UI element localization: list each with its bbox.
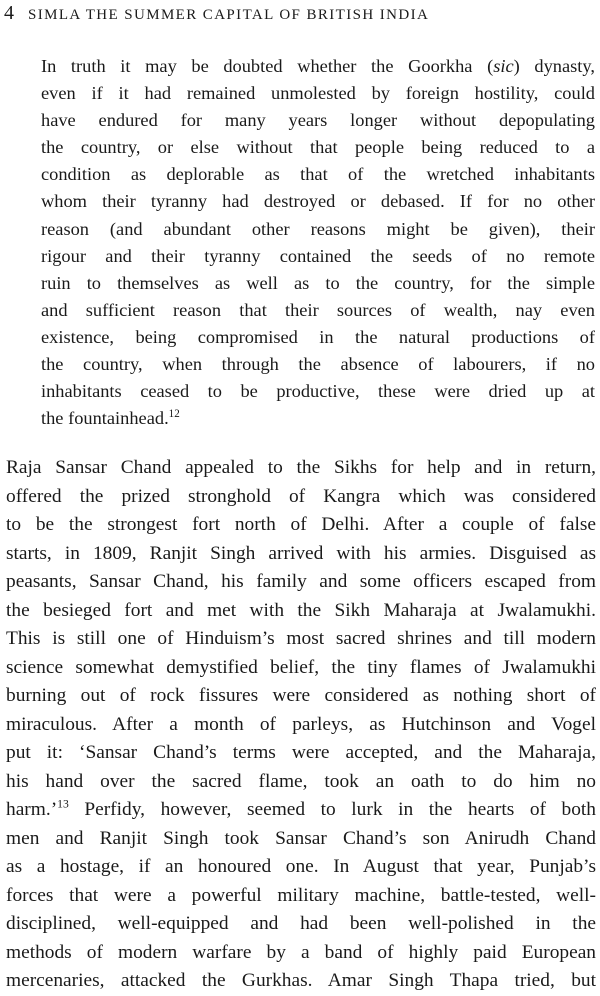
quote-line: whom their tyranny had destroyed or debased. If for no other [41,191,595,212]
body-line: methods of modern warfare by a band of highly paid European [6,941,596,963]
body-line: miraculous. After a month of parleys, as Hutchinson and Vogel [6,713,596,735]
body-line: the besieged fort and met with the Sikh Maharaja at Jwalamukhi. [6,599,596,621]
running-title: SIMLA THE SUMMER CAPITAL OF BRITISH INDIA [28,7,430,23]
body-line: forces that were a powerful military machine, battle-tested, well- [6,884,596,906]
quote-line: and sufficient reason that their sources of wealth, nay even [41,299,595,320]
quote-line: the country, or else without that people being reduced to a [41,137,595,158]
body-line: starts, in 1809, Ranjit Singh arrived with his armies. Disguised as [6,542,596,564]
body-line: harm.’$^{13}$ Perfidy, however, seemed to lurk in the hearts of both [6,797,596,820]
footnote-ref-13: 13 [57,797,69,811]
quote-line: have endured for many years longer without depopulating [41,110,595,131]
quote-line: even if it had remained unmolested by foreign hostility, could [41,83,595,104]
footnote-ref-12: 12 [168,408,180,421]
body-line: burning out of rock fissures were considered as nothing short of [6,685,596,706]
body-line: science somewhat demystified belief, the tiny flames of Jwalamukhi [6,656,596,678]
body-line: disciplined, well-equipped and had been well-polished in the [6,913,596,934]
italic-sic: sic [493,56,514,76]
body-line: This is still one of Hinduism’s most sacred shrines and till modern [6,628,596,649]
body-line: offered the prized stronghold of Kangra which was considered [6,485,596,507]
quote-line: condition as deplorable as that of the wretched inhabitants [41,164,595,185]
body-line: his hand over the sacred flame, took an oath to do him no [6,770,596,792]
page-number: 4 [4,2,14,24]
quote-line: the fountainhead.$^{12}$ [41,408,180,429]
quote-line: inhabitants ceased to be productive, these were dried up at [41,381,595,402]
running-head [4,2,596,28]
body-line: peasants, Sansar Chand, his family and some officers escaped from [6,571,596,592]
quote-line: ruin to themselves as well as to the country, for the simple [41,272,595,293]
body-line: to be the strongest fort north of Delhi. After a couple of false [6,514,596,535]
quote-line: reason (and abundant other reasons might be given), their [41,218,595,239]
body-paragraph [6,454,596,996]
body-line: mercenaries, attacked the Gurkhas. Amar Singh Thapa tried, but [6,970,596,991]
body-line: as a hostage, if an honoured one. In August that year, Punjab’s [6,856,596,877]
quote-line: existence, being compromised in the natural productions of [41,326,595,347]
block-quote [41,53,595,432]
quote-line: the country, when through the absence of labourers, if no [41,354,595,375]
quote-line: In truth it may be doubted whether the Goorkha (sic) dynasty, [41,56,596,76]
body-line: men and Ranjit Singh took Sansar Chand’s son Anirudh Chand [6,827,596,849]
body-line: Raja Sansar Chand appealed to the Sikhs for help and in return, [6,457,596,478]
body-line: put it: ‘Sansar Chand’s terms were accepted, and the Maharaja, [6,742,596,763]
quote-line: rigour and their tyranny contained the seeds of no remote [41,245,595,266]
